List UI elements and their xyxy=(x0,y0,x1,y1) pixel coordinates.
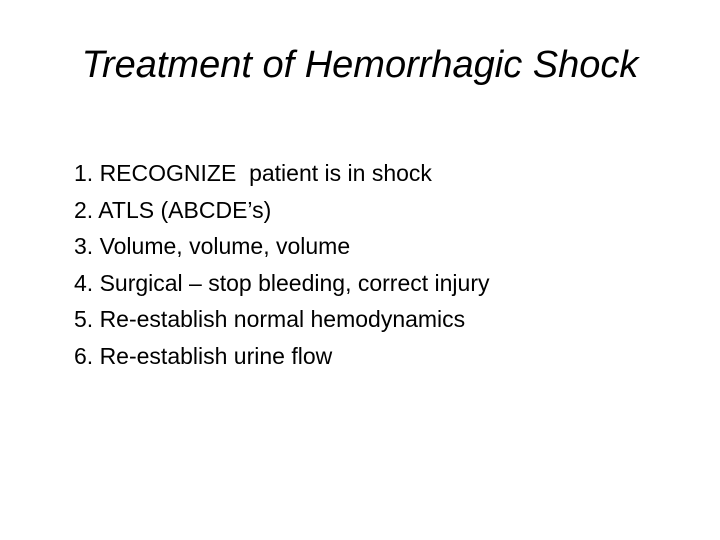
list-item: 1. RECOGNIZE patient is in shock xyxy=(74,160,432,186)
list-item: 4. Surgical – stop bleeding, correct injury xyxy=(74,269,490,296)
list-item: 2. ATLS (ABCDE’s) xyxy=(74,196,272,223)
list-item: 3. Volume, volume, volume xyxy=(74,233,351,259)
slide-title: Treatment of Hemorrhagic Shock xyxy=(81,44,639,86)
treatment-steps-list xyxy=(74,155,490,374)
list-item: 6. Re-establish urine flow xyxy=(74,342,333,369)
list-item: 5. Re-establish normal hemodynamics xyxy=(74,306,466,332)
